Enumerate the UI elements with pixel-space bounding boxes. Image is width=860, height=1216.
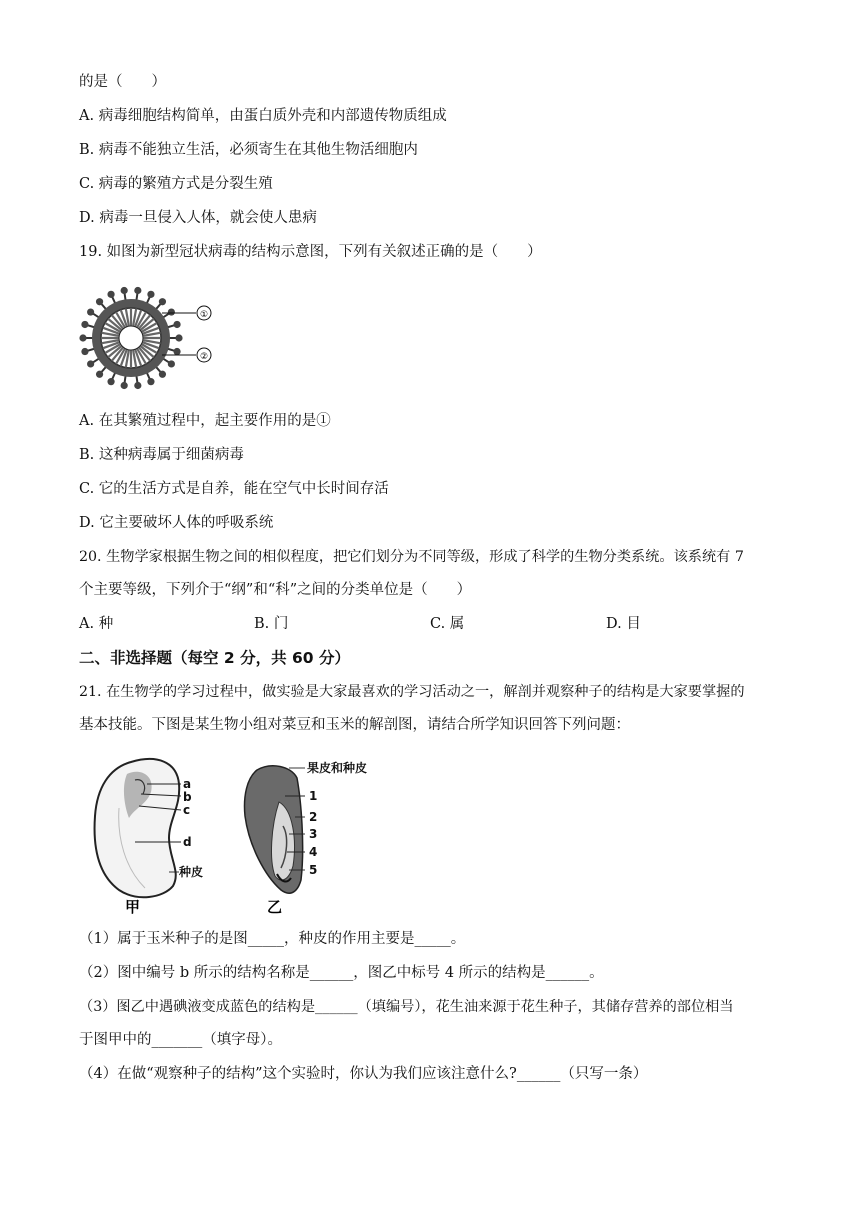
q19-option-d: D. 它主要破坏人体的呼吸系统 xyxy=(79,515,274,531)
q20-option-b: B. 门 xyxy=(254,616,289,632)
virus-label-1: ① xyxy=(199,310,209,320)
virus-spike-head xyxy=(107,378,114,385)
corn-label-pericarp: 果皮和种皮 xyxy=(307,761,368,775)
virus-spike-head xyxy=(81,348,88,355)
bean-label-c: c xyxy=(183,803,191,817)
virus-spike-head xyxy=(147,291,154,298)
virus-spike-head xyxy=(121,382,128,389)
q20-option-c: C. 属 xyxy=(430,616,465,632)
virus-spike-head xyxy=(175,334,182,341)
bean-label-a: a xyxy=(183,777,192,791)
corn-label-4: 4 xyxy=(309,845,318,859)
bean-label-b: b xyxy=(183,790,192,804)
figure-jia-caption: 甲 xyxy=(125,898,141,916)
q21-sub1: （1）属于玉米种子的是图_____，种皮的作用主要是_____。 xyxy=(79,931,466,947)
virus-spike-head xyxy=(79,334,86,341)
figure-yi-caption: 乙 xyxy=(267,898,283,916)
section-title: 二、非选择题（每空 2 分，共 60 分） xyxy=(79,649,350,667)
q21-sub4: （4）在做“观察种子的结构”这个实验时，你认为我们应该注意什么?______（只写一条） xyxy=(79,1066,648,1082)
bean-label-d: d xyxy=(183,835,192,849)
q19-option-b: B. 这种病毒属于细菌病毒 xyxy=(79,447,244,463)
q20-option-d: D. 目 xyxy=(606,616,641,632)
virus-spike-head xyxy=(107,291,114,298)
virus-spike-head xyxy=(87,308,94,315)
corn-label-5: 5 xyxy=(309,863,318,877)
virus-spike-head xyxy=(168,360,175,367)
virus-spike-head xyxy=(134,382,141,389)
virus-spike-head xyxy=(134,287,141,294)
virus-spike-head xyxy=(159,298,166,305)
q18-option-a: A. 病毒细胞结构简单，由蛋白质外壳和内部遗传物质组成 xyxy=(79,108,447,124)
q21-stem-line2: 基本技能。下图是某生物小组对菜豆和玉米的解剖图，请结合所学知识回答下列问题： xyxy=(79,717,630,733)
q20-stem-line1: 20. 生物学家根据生物之间的相似程度，把它们划分为不同等级，形成了科学的生物分类系统。该系统有 7 xyxy=(79,549,744,565)
virus-spike-head xyxy=(81,321,88,328)
q21-sub3-line1: （3）图乙中遇碘液变成蓝色的结构是______（填编号），花生油来源于花生种子，其储存营养的部位相当 xyxy=(79,999,734,1015)
virus-spike-head xyxy=(173,348,180,355)
q19-option-c: C. 它的生活方式是自养，能在空气中长时间存活 xyxy=(79,481,389,497)
virus-spike-head xyxy=(96,298,103,305)
virus-spike-head xyxy=(87,360,94,367)
coronavirus-diagram xyxy=(78,283,228,393)
corn-seed-diagram xyxy=(235,756,395,916)
virus-spike-head xyxy=(121,287,128,294)
corn-label-3: 3 xyxy=(309,827,318,841)
q18-option-d: D. 病毒一旦侵入人体，就会使人患病 xyxy=(79,210,317,226)
virus-spike-head xyxy=(159,371,166,378)
virus-spike-head xyxy=(168,308,175,315)
q19-option-a: A. 在其繁殖过程中，起主要作用的是① xyxy=(79,413,331,429)
virus-spike-head xyxy=(96,371,103,378)
q18-option-b: B. 病毒不能独立生活，必须寄生在其他生物活细胞内 xyxy=(79,142,418,158)
q18-option-c: C. 病毒的繁殖方式是分裂生殖 xyxy=(79,176,273,192)
q18-stem-tail: 的是（ ） xyxy=(79,74,166,90)
q20-stem-line2: 个主要等级，下列介于“纲”和“科”之间的分类单位是（ ） xyxy=(79,582,472,598)
q21-stem-line1: 21. 在生物学的学习过程中，做实验是大家最喜欢的学习活动之一，解剖并观察种子的结构是大家要掌握的 xyxy=(79,684,745,700)
virus-spike-head xyxy=(173,321,180,328)
q20-option-a: A. 种 xyxy=(79,616,114,632)
bean-seed-diagram xyxy=(85,748,225,916)
q21-sub2: （2）图中编号 b 所示的结构名称是______，图乙中标号 4 所示的结构是______。 xyxy=(79,965,604,981)
virus-core xyxy=(119,326,143,350)
corn-label-2: 2 xyxy=(309,810,318,824)
bean-label-seed-coat: 种皮 xyxy=(179,865,204,879)
corn-label-1: 1 xyxy=(309,789,318,803)
q19-stem: 19. 如图为新型冠状病毒的结构示意图，下列有关叙述正确的是（ ） xyxy=(79,244,542,260)
q21-sub3-line2: 于图甲中的_______（填字母）。 xyxy=(79,1032,282,1048)
virus-label-2: ② xyxy=(199,352,209,362)
virus-spike-head xyxy=(147,378,154,385)
